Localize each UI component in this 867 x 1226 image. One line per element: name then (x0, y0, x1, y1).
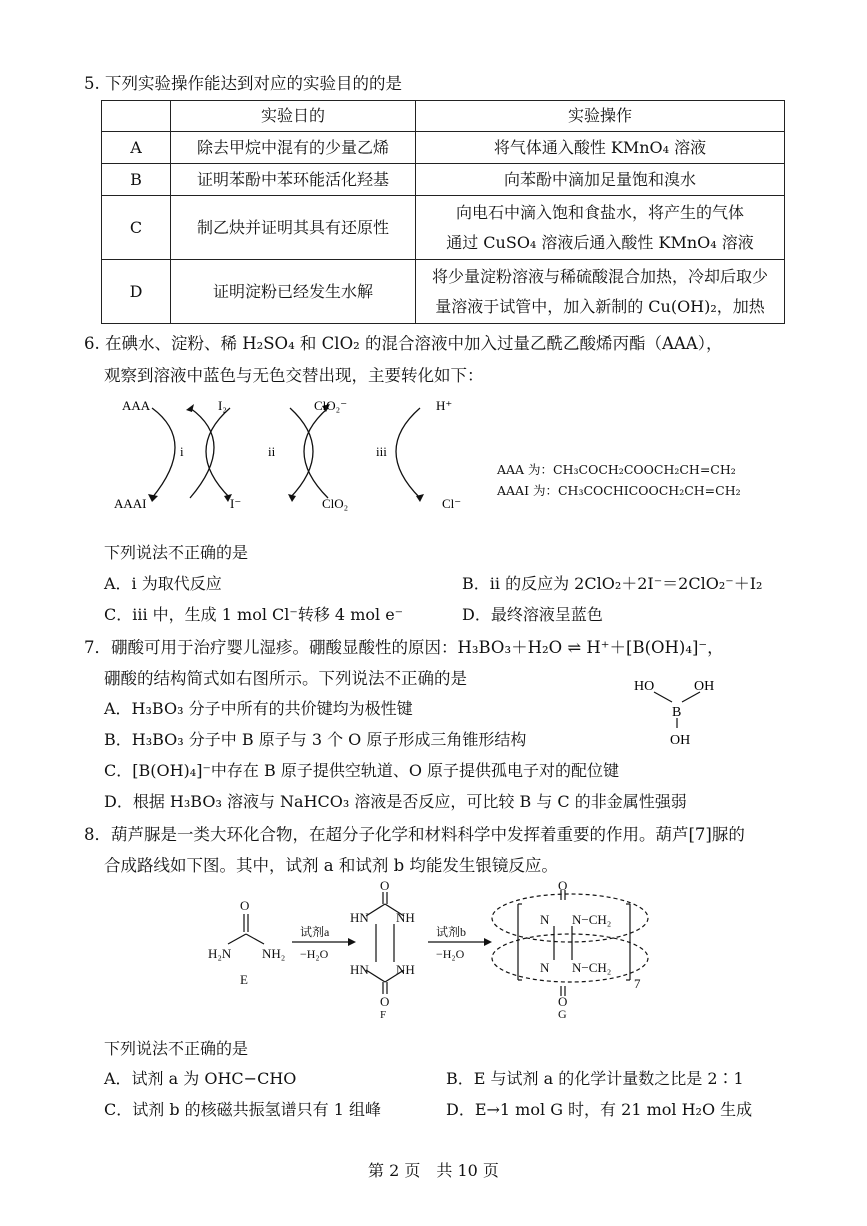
row-operation: 向苯酚中滴加足量饱和溴水 (416, 164, 785, 196)
q5-table (101, 100, 785, 324)
q7-option-a: A．H₃BO₃ 分子中所有的共价键均为极性键 (104, 699, 413, 718)
label-step-iii: iii (376, 444, 387, 459)
q8-question: 下列说法不正确的是 (104, 1039, 249, 1058)
g-nch2-bottom: N−CH₂ (572, 960, 612, 975)
row-purpose: 证明淀粉已经发生水解 (171, 260, 416, 324)
struct-b: B (672, 705, 682, 720)
label-g: G (558, 1007, 567, 1020)
header-purpose: 实验日的 (171, 101, 416, 132)
label-clo2: ClO₂ (322, 496, 349, 511)
operation-line: 向电石中滴入饱和食盐水，将产生的气体 (455, 202, 744, 222)
g-nch2-top: N−CH₂ (572, 912, 612, 927)
f-hn-bottom: HN (350, 962, 369, 977)
f-nh-top: NH (396, 910, 415, 925)
q5-stem: 5. 下列实验操作能达到对应的实验目的的是 (84, 74, 402, 93)
q8-option-d: D．E→1 mol G 时，有 21 mol H₂O 生成 (446, 1100, 753, 1119)
label-f: F (380, 1009, 387, 1020)
row-label: B (102, 164, 171, 196)
label-aaai: AAAI (114, 496, 147, 511)
f-oxygen-bottom: O (380, 994, 390, 1009)
struct-oh-right: OH (694, 679, 715, 694)
g-subscript-7: 7 (634, 976, 641, 991)
row-operation: 将气体通入酸性 KMnO₄ 溶液 (416, 132, 785, 164)
header-operation: 实验操作 (416, 101, 785, 132)
row-operation (416, 260, 785, 324)
q6-option-b: B．ii 的反应为 2ClO₂＋2I⁻＝2ClO₂⁻＋I₂ (462, 574, 763, 593)
q6-option-d: D．最终溶液呈蓝色 (462, 605, 603, 624)
reagent-a-label: 试剂a (300, 925, 330, 939)
operation-line: 通过 CuSO₄ 溶液后通入酸性 KMnO₄ 溶液 (446, 232, 754, 252)
arc-ii (206, 408, 230, 498)
arc-ii-right (290, 408, 313, 498)
operation-line: 量溶液于试管中，加入新制的 Cu(OH)₂，加热 (435, 296, 765, 316)
e-oxygen: O (240, 898, 250, 913)
label-cl-minus: Cl⁻ (442, 496, 462, 511)
e-nh2: NH₂ (262, 946, 286, 961)
f-hn-top: HN (350, 910, 369, 925)
page-footer: 第 2 页 共 10 页 (368, 1161, 499, 1180)
label-clo2-minus: ClO₂⁻ (314, 398, 348, 413)
minus-water-b: −H₂O (436, 947, 465, 961)
f-nh-bottom: NH (396, 962, 415, 977)
g-oxygen-bottom: O (558, 994, 568, 1009)
row-operation (416, 196, 785, 260)
aaai-definition: AAAI 为：CH₃COCHICOOCH₂CH=CH₂ (497, 483, 741, 498)
struct-ho: HO (634, 679, 655, 694)
row-purpose: 制乙炔并证明其具有还原性 (171, 196, 416, 260)
g-n-left-top: N (540, 912, 550, 927)
q8-stem-line1: 8．葫芦脲是一类大环化合物，在超分子化学和材料科学中发挥着重要的作用。葫芦[7]脲的 (84, 825, 745, 844)
q7-option-b: B．H₃BO₃ 分子中 B 原子与 3 个 O 原子形成三角锥形结构 (104, 730, 527, 749)
f-oxygen-top: O (380, 880, 390, 893)
aaa-definition: AAA 为：CH₃COCH₂COOCH₂CH=CH₂ (497, 462, 736, 477)
q8-option-b: B．E 与试剂 a 的化学计量数之比是 2∶1 (446, 1069, 744, 1088)
label-e: E (240, 972, 248, 987)
g-oxygen-top: O (558, 880, 568, 893)
label-aaa: AAA (122, 398, 151, 413)
q8-stem-line2: 合成路线如下图。其中，试剂 a 和试剂 b 均能发生银镜反应。 (104, 856, 558, 875)
label-i-minus: I⁻ (230, 496, 242, 511)
label-i2: I₂ (218, 398, 227, 413)
row-label: C (102, 196, 171, 260)
table-row (102, 164, 785, 196)
q6-stem-line2: 观察到溶液中蓝色与无色交替出现，主要转化如下： (104, 366, 484, 385)
table-row (102, 260, 785, 324)
row-label: D (102, 260, 171, 324)
q6-question: 下列说法不正确的是 (104, 543, 249, 562)
arc-iii-left (304, 408, 328, 498)
q8-option-a: A．试剂 a 为 OHC−CHO (104, 1069, 297, 1088)
row-purpose: 证明苯酚中苯环能活化羟基 (171, 164, 416, 196)
q6-stem-line1: 6. 在碘水、淀粉、稀 H₂SO₄ 和 ClO₂ 的混合溶液中加入过量乙酰乙酸烯丙酯（AAA）， (84, 334, 723, 353)
q6-option-a: A．i 为取代反应 (104, 574, 222, 593)
g-n-left-bottom: N (540, 960, 550, 975)
boric-acid-structure (632, 670, 732, 750)
arc-iii (396, 408, 420, 498)
label-step-i: i (180, 444, 184, 459)
q7-stem-line1: 7．硼酸可用于治疗婴儿湿疹。硼酸显酸性的原因：H₃BO₃＋H₂O ⇌ H⁺＋[B(OH)₄]⁻， (84, 638, 724, 657)
arc-ii-left (190, 408, 214, 498)
q8-option-c: C．试剂 b 的核磁共振氢谱只有 1 组峰 (104, 1100, 382, 1119)
table-header-row (102, 101, 785, 132)
table-row (102, 196, 785, 260)
row-label: A (102, 132, 171, 164)
q6-option-c: C．iii 中，生成 1 mol Cl⁻转移 4 mol e⁻ (104, 605, 404, 624)
q7-option-c: C．[B(OH)₄]⁻中存在 B 原子提供空轨道、O 原子提供孤电子对的配位键 (104, 761, 620, 780)
header-cell (102, 101, 171, 132)
reagent-b-label: 试剂b (436, 925, 467, 939)
e-h2n: H₂N (208, 946, 232, 961)
row-purpose: 除去甲烷中混有的少量乙烯 (171, 132, 416, 164)
q6-cycle-diagram (100, 392, 490, 522)
label-step-ii: ii (268, 444, 276, 459)
q7-option-d: D．根据 H₃BO₃ 溶液与 NaHCO₃ 溶液是否反应，可比较 B 与 C 的非金属性强弱 (104, 792, 687, 811)
table-row (102, 132, 785, 164)
struct-oh-bottom: OH (670, 733, 691, 748)
arc-i (152, 408, 175, 498)
label-h-plus: H⁺ (436, 398, 453, 413)
minus-water-a: −H₂O (300, 947, 329, 961)
synthesis-scheme (200, 880, 670, 1020)
q7-stem-line2: 硼酸的结构简式如右图所示。下列说法不正确的是 (104, 669, 467, 688)
operation-line: 将少量淀粉溶液与稀硫酸混合加热，冷却后取少 (431, 266, 768, 286)
